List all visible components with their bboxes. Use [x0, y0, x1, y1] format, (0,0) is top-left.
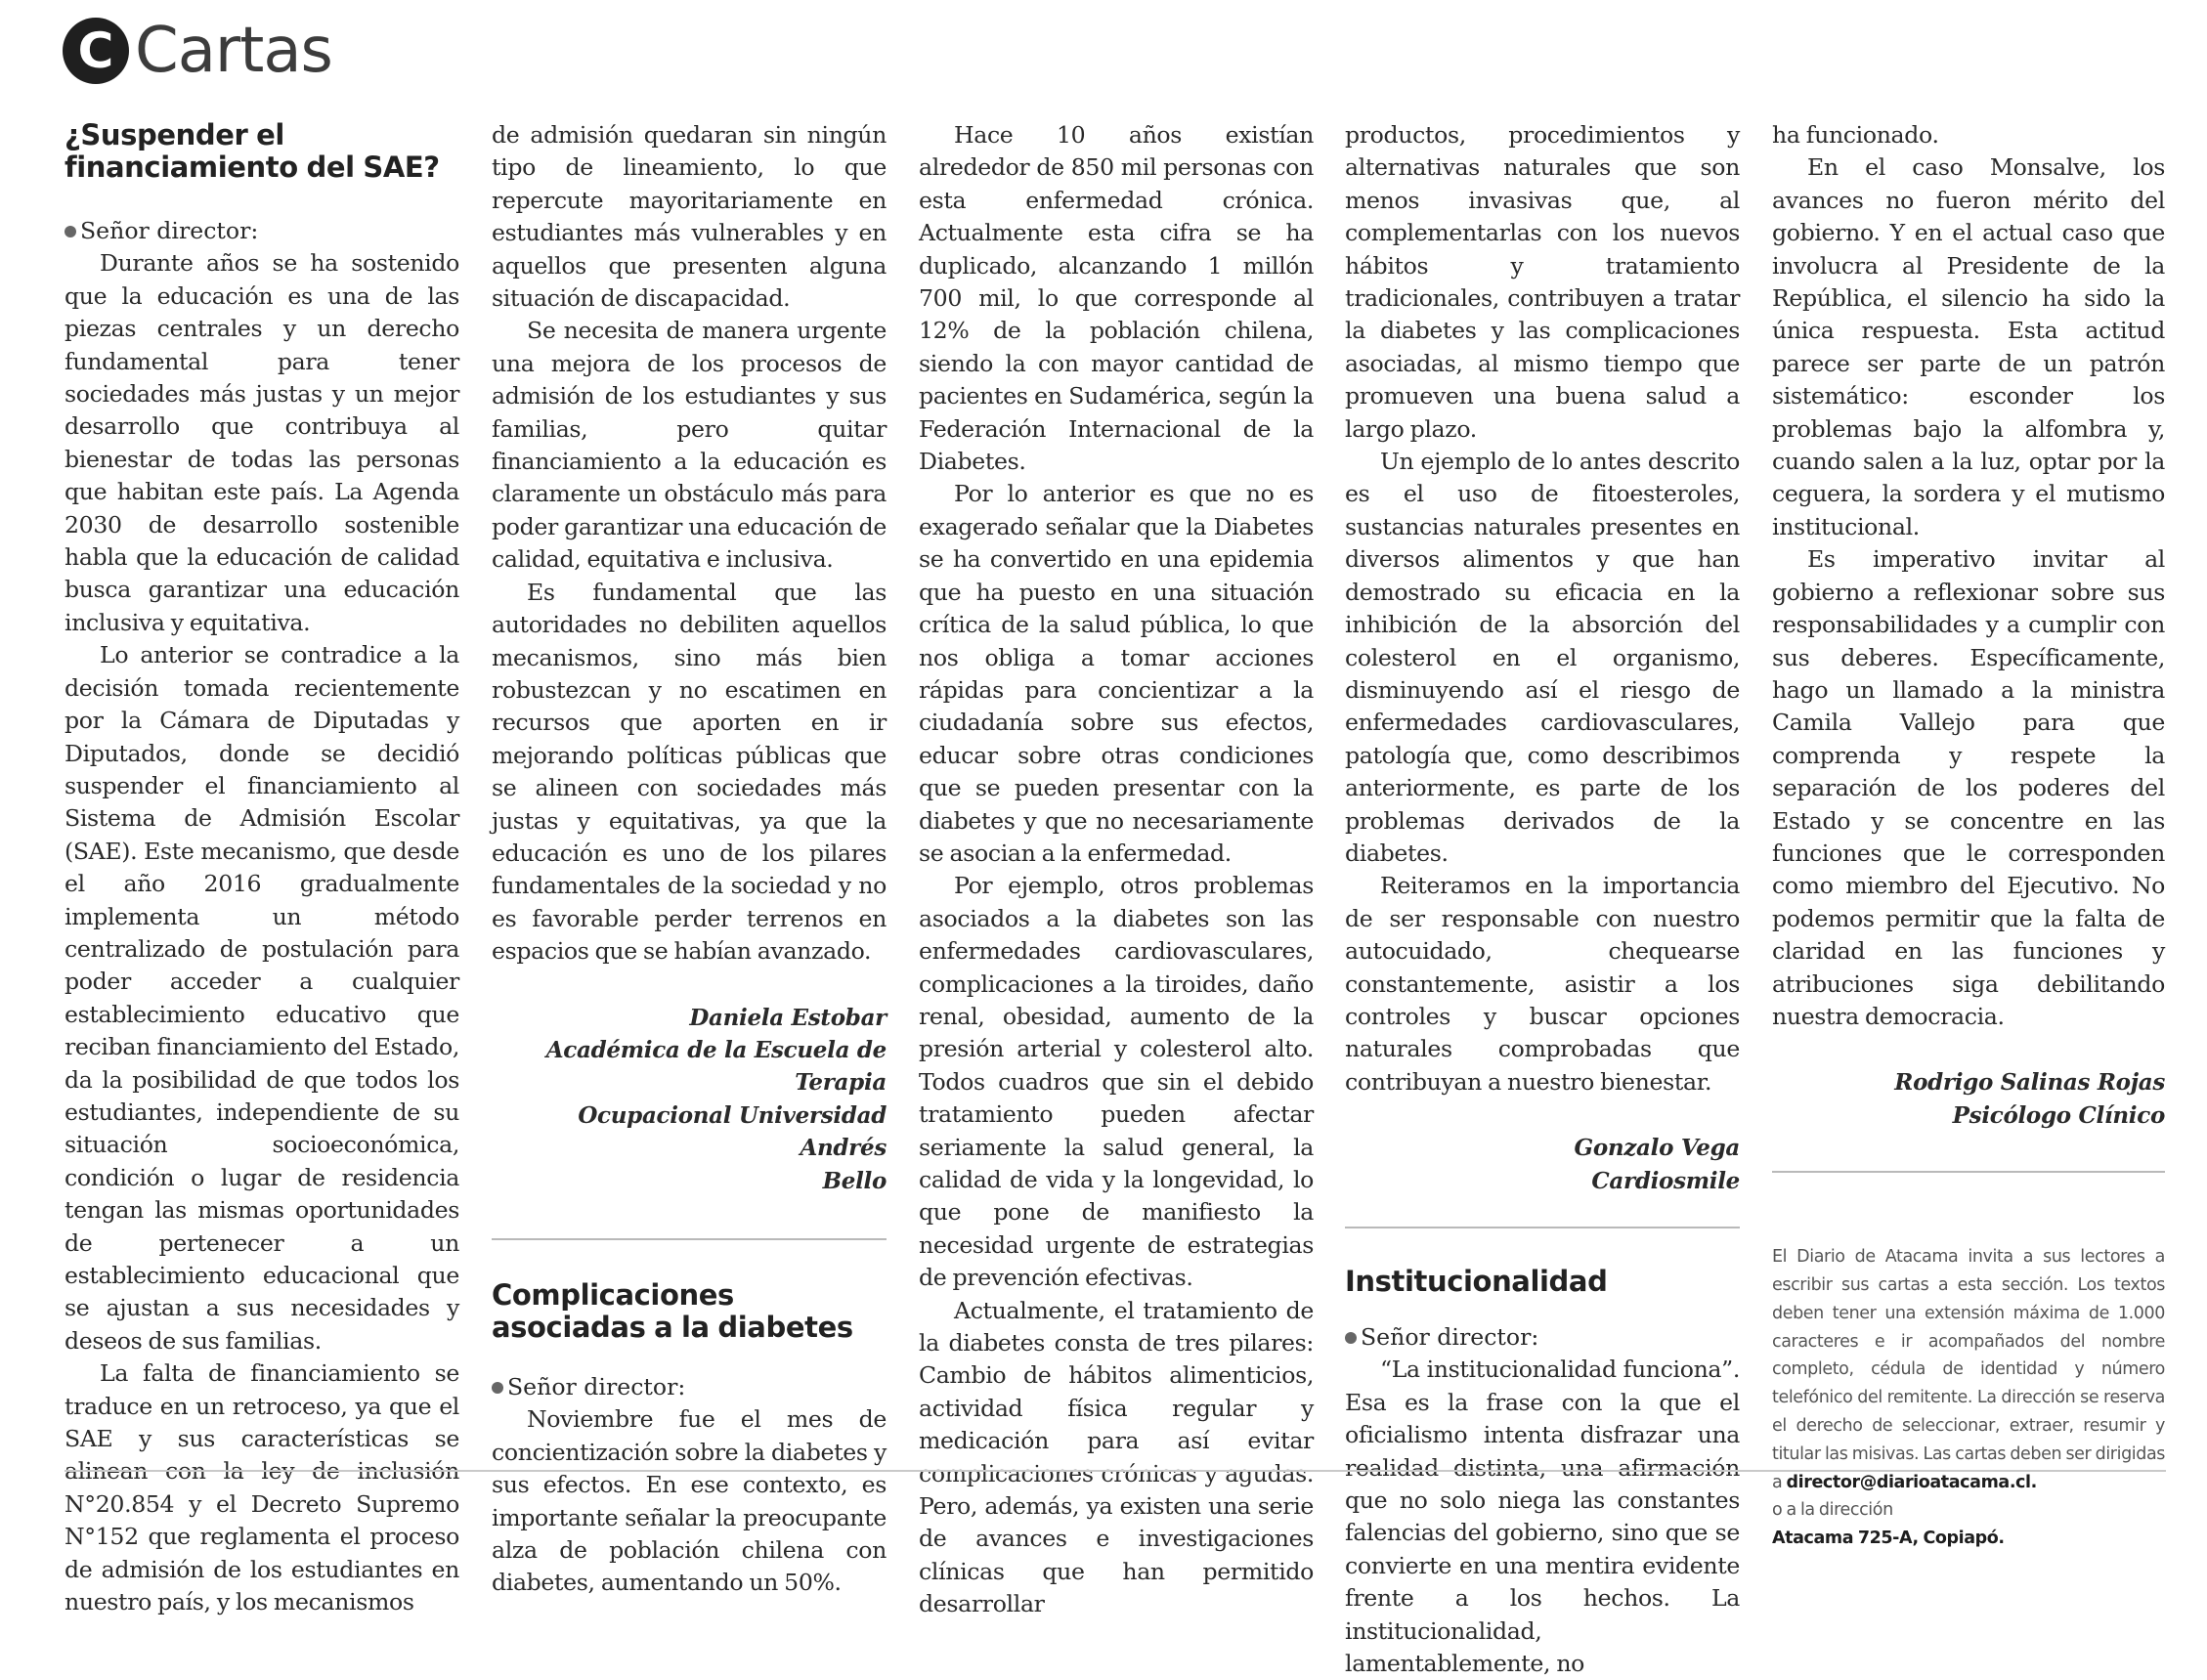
- letter-paragraph: Hace 10 años existían alrededor de 850 mil personas con esta enfermedad crónica. Actualmente esta cifra se ha duplicado, alcanzando 1 millón 700 mil, lo que corresponde al 12% de la población chilena, siendo la con mayor cantidad de pacientes en Sudamérica, según la Federación Internacional de la Diabetes.: [919, 121, 1314, 476]
- letter-paragraph: Reiteramos en la importancia de ser responsable con nuestro autocuidado, chequearse constantemente, asistir a los controles y buscar opciones naturales comprobadas que contribuyan a nuestro bienestar.: [1345, 872, 1740, 1096]
- letter-headline: Institucionalidad: [1345, 1265, 1608, 1298]
- signature-title: Bello: [822, 1167, 887, 1194]
- notice-address: Atacama 725-A, Copiapó.: [1772, 1529, 2005, 1549]
- section-masthead: [63, 16, 332, 86]
- letter-signature: [492, 1002, 887, 1197]
- section-logo: C: [63, 18, 129, 84]
- letter-paragraph: Por ejemplo, otros problemas asociados a la diabetes son las enfermedades cardiovasculares, complicaciones a la tiroides, daño renal, obesidad, aumento de la presión arterial y colesterol alto. Todos cuadros que sin el debido tratamiento pueden afectar seriamente la salud general, la calidad de vida y la longevidad, lo que pone de manifiesto la necesidad urgente de estrategias de prevención efectivas.: [919, 872, 1314, 1292]
- letter-paragraph: Un ejemplo de lo antes descrito es el uso de fitoesteroles, sustancias naturales presentes en diversos alimentos y que han demostrado su eficacia en la inhibición de la absorción del colesterol en el organismo, disminuyendo así el riesgo de enfermedades cardiovasculares, patología que, como describimos anteriormente, es parte de los problemas derivados de la diabetes.: [1345, 448, 1740, 867]
- letter-salutation: Señor director:: [492, 1371, 887, 1403]
- letter-paragraph: Es fundamental que las autoridades no debiliten aquellos mecanismos, sino más bien robustezcan y no escatimen en recursos que aporten en ir mejorando políticas públicas que se alineen con sociedades más justas y equitativas, ya que la educación es uno de los pilares fundamentales de la sociedad y no es favorable perder terrenos en espacios que se habían avanzado.: [492, 578, 887, 966]
- letter-paragraph: productos, procedimientos y alternativas naturales que son menos invasivas que, al complementarlas con los nuevos hábitos y tratamiento tradicionales, contribuyen a tratar la diabetes y las complicaciones asociadas, al mismo tiempo que promueven una buena salud a largo plazo.: [1345, 121, 1740, 443]
- signature-name: Daniela Estobar: [689, 1004, 887, 1031]
- notice-address-intro: o a la dirección: [1772, 1500, 1893, 1521]
- signature-title: Ocupacional Universidad Andrés: [578, 1101, 887, 1162]
- divider: [492, 1238, 887, 1240]
- divider: [1772, 1171, 2165, 1173]
- letter-headline: Complicaciones asociadas a la diabetes: [492, 1278, 853, 1344]
- bullet-icon: [65, 226, 76, 237]
- bottom-divider: [65, 1470, 2166, 1472]
- column-3: [919, 119, 1314, 1621]
- column-4: [1345, 119, 1740, 1680]
- letter-paragraph: Noviembre fue el mes de concientización sobre la diabetes y sus efectos. En ese contexto, es importante señalar la preocupante alza de población chilena con diabetes, aumentando un 50%.: [492, 1405, 887, 1597]
- letter-paragraph: Actualmente, el tratamiento de la diabetes consta de tres pilares: Cambio de hábitos alimenticios, actividad física regular y medicación para así evitar complicaciones crónicas y agudas. Pero, además, ya existen una serie de avances e investigaciones clínicas que han permitido desarrollar: [919, 1296, 1314, 1618]
- bullet-icon: [492, 1382, 503, 1394]
- letter-paragraph: ha funcionado.: [1772, 121, 1939, 149]
- column-5: [1772, 119, 2165, 1553]
- bullet-icon: [1345, 1332, 1357, 1344]
- letter-paragraph: Es imperativo invitar al gobierno a reflexionar sobre sus responsabilidades y a cumplir con sus deberes. Específicamente, hago un llamado a la ministra Camila Vallejo para que comprenda y respete la separación de los poderes del Estado y se concentre en las funciones que le corresponden como miembro del Ejecutivo. No podemos permitir que la falta de claridad en las funciones y atribuciones siga debilitando nuestra democracia.: [1772, 545, 2165, 1030]
- letter-paragraph: En el caso Monsalve, los avances no fueron mérito del gobierno. Y en el actual caso que involucra al Presidente de la República, el silencio ha sido la única respuesta. Esta actitud parece ser parte de un patrón sistemático: esconder los problemas bajo la alfombra y, cuando salen a la luz, optar por la ceguera, la sordera y el mutismo institucional.: [1772, 153, 2165, 540]
- letter-paragraph: Por lo anterior es que no es exagerado señalar que la Diabetes se ha convertido en una epidemia que ha puesto en una situación crítica de la salud pública, lo que nos obliga a tomar acciones rápidas para concientizar a la ciudadanía sobre sus efectos, educar sobre otras condiciones que se pueden presentar con la diabetes y que no necesariamente se asocian a la enfermedad.: [919, 480, 1314, 867]
- letter-signature: [1345, 1132, 1740, 1197]
- section-title: Cartas: [135, 15, 332, 87]
- column-2: [492, 119, 887, 1600]
- submission-notice: [1772, 1243, 2165, 1553]
- notice-email: director@diarioatacama.cl.: [1786, 1472, 2037, 1492]
- letter-paragraph: Lo anterior se contradice a la decisión tomada recientemente por la Cámara de Diputadas y Diputados, donde se decidió suspender el financiamiento al Sistema de Admisión Escolar (SAE). Este mecanismo, que desde el año 2016 gradualmente implementa un método centralizado de postulación para poder acceder a cualquier establecimiento educativo que reciban financiamiento del Estado, da la posibilidad de que todos los estudiantes, independiente de su situación socioeconómica, condición o lugar de residencia tengan las mismas oportunidades de pertenecer a un establecimiento educacional que se ajustan a sus necesidades y deseos de sus familias.: [65, 641, 459, 1355]
- column-1: [65, 119, 459, 1618]
- signature-name: Rodrigo Salinas Rojas: [1894, 1069, 2165, 1097]
- letter-headline: ¿Suspender el financiamiento del SAE?: [65, 118, 440, 184]
- letter-paragraph: “La institucionalidad funciona”. Esa es la frase con la que el oficialismo intenta disfrazar una realidad distinta, una afirmación que no solo niega las constantes falencias del gobierno, sino que se convierte en una mentira evidente frente a los hechos. La institucionalidad, lamentablemente, no: [1345, 1356, 1740, 1678]
- signature-title: Cardiosmile: [1591, 1167, 1740, 1194]
- letter-signature: [1772, 1066, 2165, 1132]
- signature-title: Académica de la Escuela de Terapia: [545, 1036, 887, 1097]
- letter-salutation: Señor director:: [65, 215, 459, 247]
- divider: [1345, 1227, 1740, 1228]
- notice-text: El Diario de Atacama invita a sus lectores a escribir sus cartas a esta sección. Los textos deben tener una extensión máxima de 1.000 caracteres e ir acompañados del nombre completo, cédula de identidad y número telefónico del remitente. La dirección se reserva el derecho de seleccionar, extraer, resumir y titular las misivas. Las cartas deben ser dirigidas a: [1772, 1247, 2165, 1492]
- letter-paragraph: Se necesita de manera urgente una mejora de los procesos de admisión de los estudiantes y sus familias, pero quitar financiamiento a la educación es claramente un obstáculo más para poder garantizar una educación de calidad, equitativa e inclusiva.: [492, 317, 887, 574]
- letter-paragraph: de admisión quedaran sin ningún tipo de lineamiento, lo que repercute mayoritariamente en estudiantes más vulnerables y en aquellos que presenten alguna situación de discapacidad.: [492, 121, 887, 313]
- letter-paragraph: La falta de financiamiento se traduce en un retroceso, ya que el SAE y sus características se alinean con la ley de inclusión N°20.854 y el Decreto Supremo N°152 que reglamenta el proceso de admisión de los estudiantes en nuestro país, y los mecanismos: [65, 1359, 459, 1616]
- letter-salutation: Señor director:: [1345, 1321, 1740, 1354]
- letter-paragraph: Durante años se ha sostenido que la educación es una de las piezas centrales y un derecho fundamental para tener sociedades más justas y un mejor desarrollo que contribuya al bienestar de todas las personas que habitan este país. La Agenda 2030 de desarrollo sostenible habla que la educación de calidad busca garantizar una educación inclusiva y equitativa.: [65, 249, 459, 636]
- signature-title: Psicólogo Clínico: [1952, 1101, 2165, 1129]
- signature-name: Gonzalo Vega: [1574, 1135, 1740, 1162]
